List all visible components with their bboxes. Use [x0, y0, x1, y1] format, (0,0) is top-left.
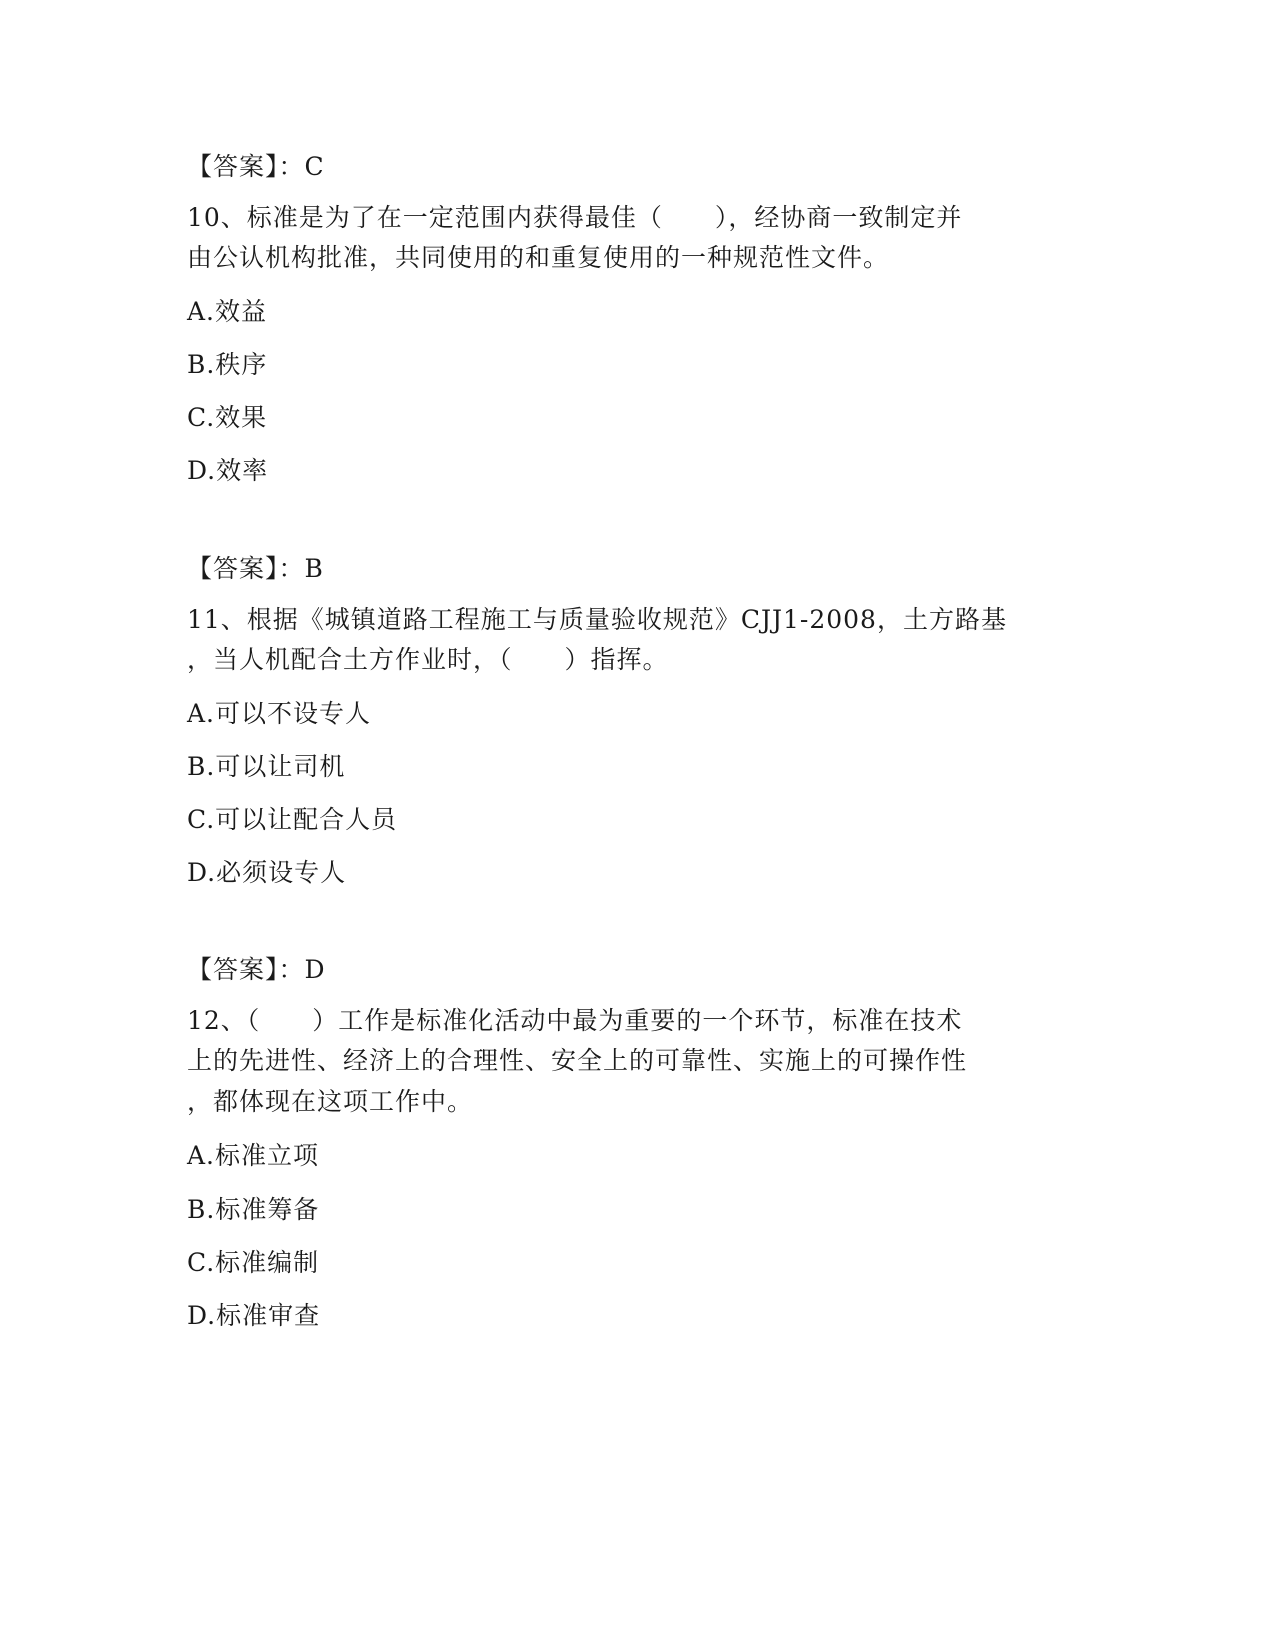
option-c: C.标准编制: [187, 1248, 320, 1277]
question-text: 10、标准是为了在一定范围内获得最佳（ ），经协商一致制定并: [187, 203, 963, 232]
option-d: D.标准审查: [187, 1301, 321, 1330]
option-c: C.可以让配合人员: [187, 805, 398, 834]
option-d: D.必须设专人: [187, 858, 347, 887]
question-text: 上的先进性、经济上的合理性、安全上的可靠性、实施上的可操作性: [187, 1046, 968, 1075]
question-text: 由公认机构批准，共同使用的和重复使用的一种规范性文件。: [187, 243, 890, 272]
answer-line: 【答案】：D: [187, 955, 326, 984]
question-text: ，都体现在这项工作中。: [187, 1087, 474, 1116]
question-text: 12、（ ）工作是标准化活动中最为重要的一个环节，标准在技术: [187, 1006, 963, 1035]
question-text: 11、根据《城镇道路工程施工与质量验收规范》CJJ1-2008，土方路基: [187, 605, 1007, 634]
option-a: A.效益: [187, 297, 268, 326]
answer-line: 【答案】：C: [187, 152, 325, 181]
option-b: B.标准筹备: [187, 1195, 320, 1224]
option-b: B.秩序: [187, 350, 268, 379]
option-b: B.可以让司机: [187, 752, 346, 781]
option-a: A.标准立项: [187, 1141, 320, 1170]
option-c: C.效果: [187, 403, 268, 432]
answer-line: 【答案】：B: [187, 554, 324, 583]
option-d: D.效率: [187, 456, 269, 485]
question-text: ，当人机配合土方作业时，（ ）指挥。: [187, 645, 669, 674]
option-a: A.可以不设专人: [187, 699, 372, 728]
